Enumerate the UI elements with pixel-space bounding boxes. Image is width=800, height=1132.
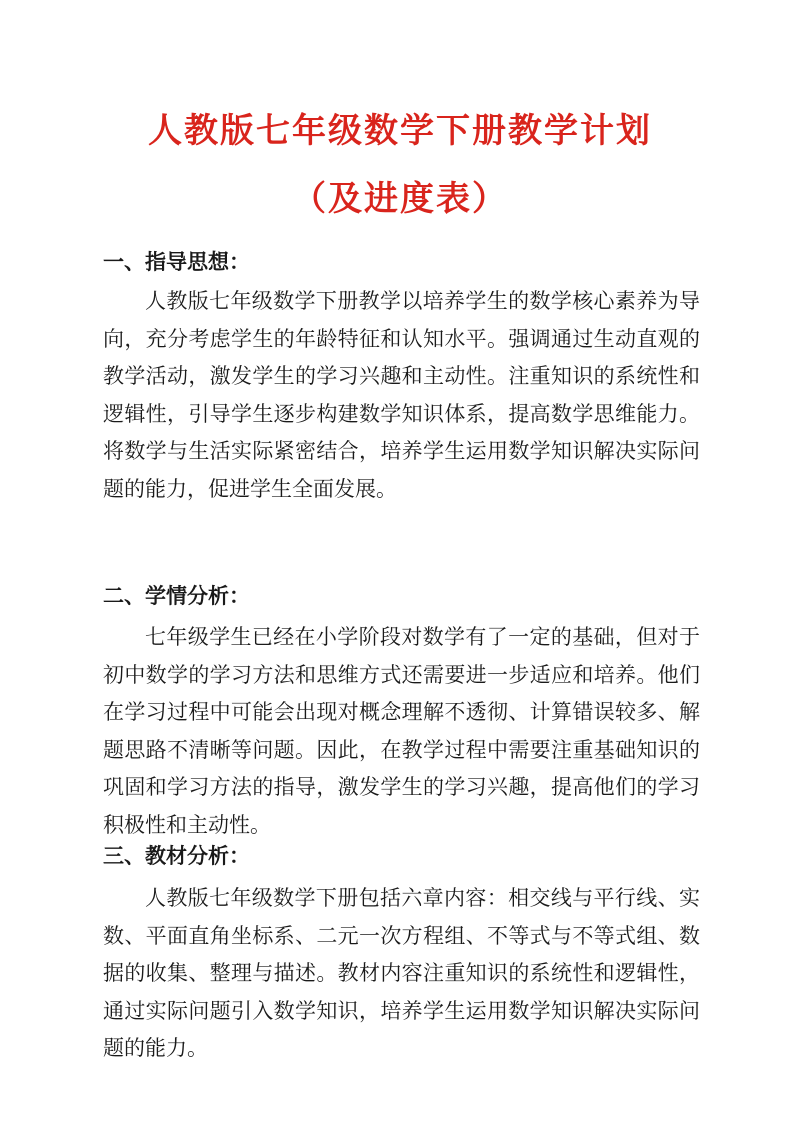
- section-heading-student-analysis: 二、学情分析：: [103, 583, 250, 608]
- document-subtitle: （及进度表）: [292, 179, 508, 219]
- section-heading-guiding-ideology: 一、指导思想：: [103, 249, 250, 274]
- section-body-textbook-analysis: 人教版七年级数学下册包括六章内容：相交线与平行线、实数、平面直角坐标系、二元一次方程组、不等式与不等式组、数据的收集、整理与描述。教材内容注重知识的系统性和逻辑性，通过实际问题引入数学知识，培养学生运用数学知识解决实际问题的能力。: [103, 886, 700, 1060]
- section-body-student-analysis: 七年级学生已经在小学阶段对数学有了一定的基础，但对于初中数学的学习方法和思维方式还需要进一步适应和培养。他们在学习过程中可能会出现对概念理解不透彻、计算错误较多、解题思路不清晰等问题。因此，在教学过程中需要注重基础知识的巩固和学习方法的指导，激发学生的学习兴趣，提高他们的学习积极性和主动性。: [103, 625, 700, 837]
- document-title: 人教版七年级数学下册教学计划: [148, 111, 652, 151]
- section-body-guiding-ideology: 人教版七年级数学下册教学以培养学生的数学核心素养为导向，充分考虑学生的年龄特征和认知水平。强调通过生动直观的教学活动，激发学生的学习兴趣和主动性。注重知识的系统性和逻辑性，引导学生逐步构建数学知识体系，提高数学思维能力。将数学与生活实际紧密结合，培养学生运用数学知识解决实际问题的能力，促进学生全面发展。: [103, 289, 700, 501]
- section-heading-textbook-analysis: 三、教材分析：: [103, 843, 250, 868]
